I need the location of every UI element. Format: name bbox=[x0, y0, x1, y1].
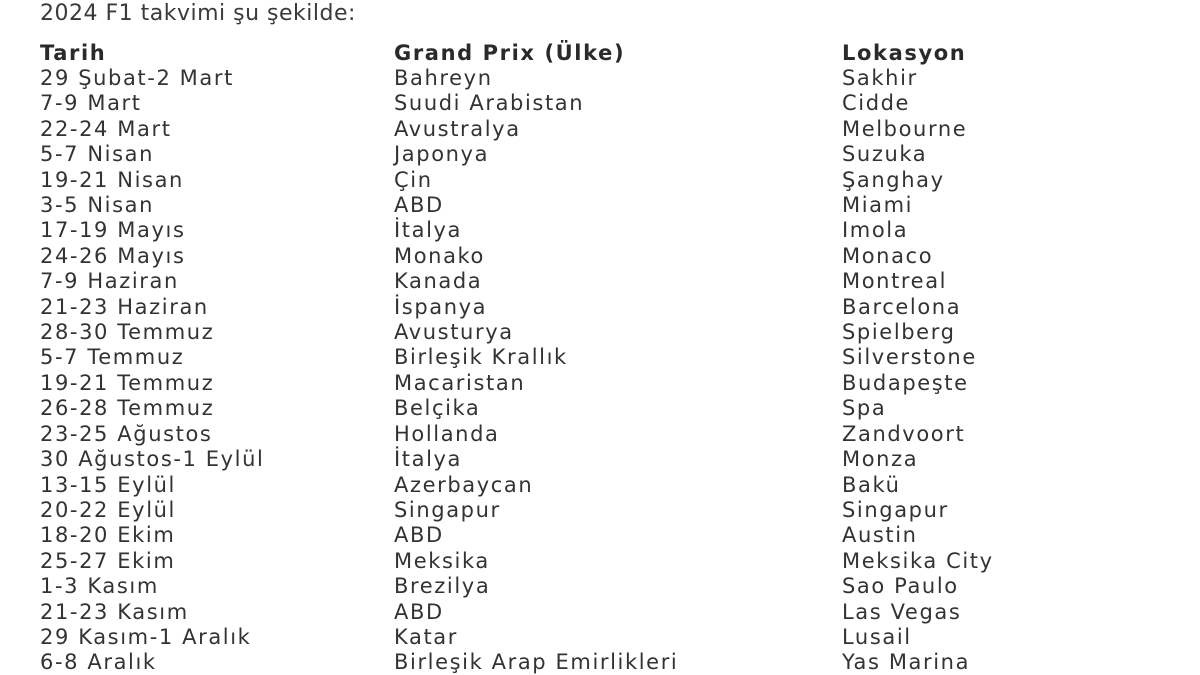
table-row bbox=[38, 269, 1138, 294]
table-row bbox=[38, 625, 1138, 650]
cell-location: Cidde bbox=[842, 91, 911, 116]
cell-location: Barcelona bbox=[842, 294, 962, 319]
table-row bbox=[38, 345, 1138, 370]
cell-date: 26-28 Temmuz bbox=[40, 396, 215, 421]
cell-date: 13-15 Eylül bbox=[40, 472, 176, 497]
table-row bbox=[38, 91, 1138, 116]
cell-grand-prix: Meksika bbox=[394, 548, 490, 573]
table-body bbox=[38, 66, 1138, 675]
cell-location: Austin bbox=[842, 523, 918, 548]
cell-grand-prix: Belçika bbox=[394, 396, 481, 421]
table-row bbox=[38, 422, 1138, 447]
table-row bbox=[38, 549, 1138, 574]
cell-grand-prix: Birleşik Krallık bbox=[394, 345, 568, 370]
cell-grand-prix: İtalya bbox=[394, 447, 463, 472]
cell-location: Melbourne bbox=[842, 116, 968, 141]
cell-location: Lusail bbox=[842, 624, 912, 649]
cell-date: 23-25 Ağustos bbox=[40, 421, 213, 446]
cell-grand-prix: Çin bbox=[394, 167, 433, 192]
cell-location: Şanghay bbox=[842, 167, 945, 192]
cell-location: Bakü bbox=[842, 472, 901, 497]
table-row bbox=[38, 650, 1138, 675]
table-row bbox=[38, 244, 1138, 269]
table-row bbox=[38, 574, 1138, 599]
f1-calendar-table bbox=[38, 40, 1138, 675]
table-row bbox=[38, 447, 1138, 472]
cell-date: 19-21 Nisan bbox=[40, 167, 184, 192]
cell-date: 29 Kasım-1 Aralık bbox=[40, 624, 252, 649]
cell-grand-prix: Azerbaycan bbox=[394, 472, 534, 497]
cell-grand-prix: Monako bbox=[394, 243, 486, 268]
cell-location: Silverstone bbox=[842, 345, 977, 370]
table-row bbox=[38, 295, 1138, 320]
cell-location: Spa bbox=[842, 396, 887, 421]
table-row bbox=[38, 523, 1138, 548]
intro-text: 2024 F1 takvimi şu şekilde: bbox=[40, 1, 356, 26]
cell-date: 19-21 Temmuz bbox=[40, 370, 215, 395]
cell-grand-prix: İtalya bbox=[394, 218, 463, 243]
table-row bbox=[38, 396, 1138, 421]
cell-location: Meksika City bbox=[842, 548, 994, 573]
cell-location: Imola bbox=[842, 218, 909, 243]
cell-grand-prix: Kanada bbox=[394, 269, 483, 294]
cell-date: 25-27 Ekim bbox=[40, 548, 176, 573]
cell-location: Yas Marina bbox=[842, 650, 971, 675]
cell-date: 1-3 Kasım bbox=[40, 574, 159, 599]
cell-date: 21-23 Kasım bbox=[40, 599, 189, 624]
cell-location: Miami bbox=[842, 193, 914, 218]
cell-date: 20-22 Eylül bbox=[40, 497, 176, 522]
cell-date: 5-7 Nisan bbox=[40, 142, 155, 167]
cell-location: Sao Paulo bbox=[842, 574, 959, 599]
cell-location: Spielberg bbox=[842, 320, 956, 345]
cell-date: 29 Şubat-2 Mart bbox=[40, 66, 234, 90]
cell-location: Singapur bbox=[842, 497, 949, 522]
table-row bbox=[38, 498, 1138, 523]
cell-location: Zandvoort bbox=[842, 421, 966, 446]
table-row bbox=[38, 600, 1138, 625]
cell-date: 21-23 Haziran bbox=[40, 294, 209, 319]
cell-location: Montreal bbox=[842, 269, 948, 294]
cell-grand-prix: Macaristan bbox=[394, 370, 526, 395]
header-location: Lokasyon bbox=[842, 41, 967, 65]
cell-grand-prix: Singapur bbox=[394, 497, 501, 522]
cell-grand-prix: ABD bbox=[394, 523, 444, 548]
cell-location: Budapeşte bbox=[842, 370, 969, 395]
header-date: Tarih bbox=[40, 41, 107, 65]
cell-grand-prix: Bahreyn bbox=[394, 66, 493, 90]
cell-grand-prix: Birleşik Arap Emirlikleri bbox=[394, 650, 679, 675]
cell-grand-prix: Japonya bbox=[394, 142, 490, 167]
table-row bbox=[38, 473, 1138, 498]
header-row bbox=[38, 40, 1138, 66]
cell-date: 6-8 Aralık bbox=[40, 650, 157, 675]
table-row bbox=[38, 320, 1138, 345]
table-row bbox=[38, 371, 1138, 396]
cell-grand-prix: İspanya bbox=[394, 294, 488, 319]
cell-grand-prix: ABD bbox=[394, 193, 444, 218]
cell-location: Monaco bbox=[842, 243, 934, 268]
cell-date: 5-7 Temmuz bbox=[40, 345, 185, 370]
cell-grand-prix: Hollanda bbox=[394, 421, 500, 446]
cell-location: Suzuka bbox=[842, 142, 928, 167]
cell-grand-prix: Suudi Arabistan bbox=[394, 91, 585, 116]
cell-date: 7-9 Haziran bbox=[40, 269, 179, 294]
table-row bbox=[38, 218, 1138, 243]
table-row bbox=[38, 117, 1138, 142]
cell-date: 3-5 Nisan bbox=[40, 193, 155, 218]
table-row bbox=[38, 193, 1138, 218]
cell-grand-prix: Avusturya bbox=[394, 320, 514, 345]
cell-date: 22-24 Mart bbox=[40, 116, 172, 141]
cell-location: Monza bbox=[842, 447, 919, 472]
cell-date: 7-9 Mart bbox=[40, 91, 142, 116]
table-row bbox=[38, 66, 1138, 91]
cell-grand-prix: ABD bbox=[394, 599, 444, 624]
header-grand-prix: Grand Prix (Ülke) bbox=[394, 41, 626, 65]
table-header bbox=[38, 40, 1138, 66]
cell-grand-prix: Brezilya bbox=[394, 574, 491, 599]
table-row bbox=[38, 168, 1138, 193]
cell-location: Las Vegas bbox=[842, 599, 962, 624]
cell-date: 30 Ağustos-1 Eylül bbox=[40, 447, 265, 472]
cell-date: 28-30 Temmuz bbox=[40, 320, 215, 345]
table-row bbox=[38, 142, 1138, 167]
cell-date: 18-20 Ekim bbox=[40, 523, 176, 548]
cell-grand-prix: Avustralya bbox=[394, 116, 521, 141]
cell-date: 17-19 Mayıs bbox=[40, 218, 186, 243]
cell-date: 24-26 Mayıs bbox=[40, 243, 186, 268]
cell-grand-prix: Katar bbox=[394, 624, 459, 649]
cell-location: Sakhir bbox=[842, 66, 918, 90]
